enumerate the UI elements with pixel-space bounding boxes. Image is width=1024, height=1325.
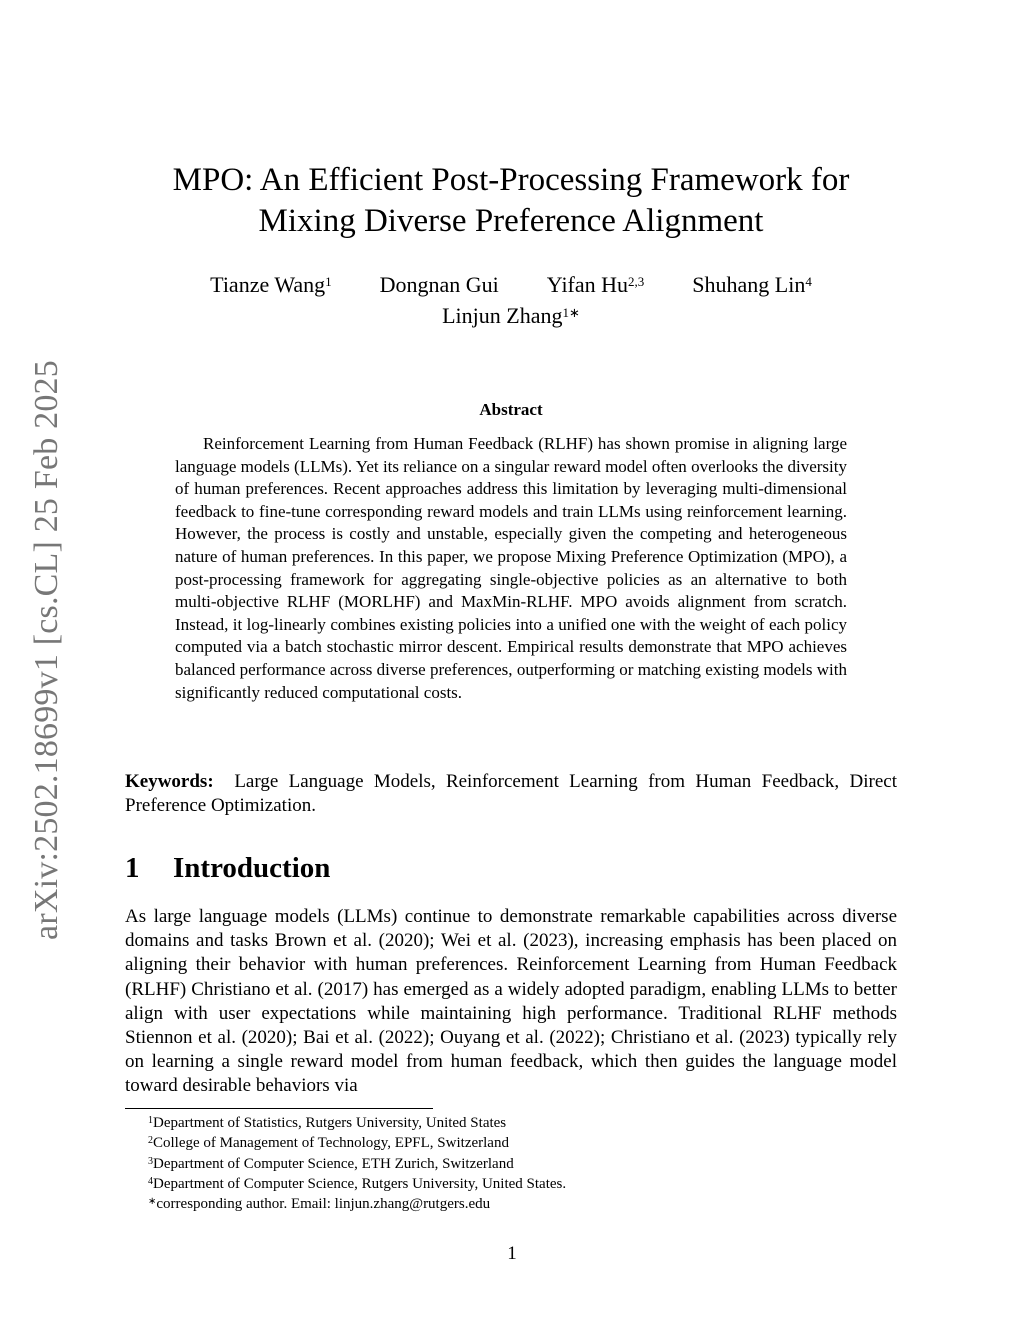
keywords [125,770,897,818]
abstract-heading: Abstract [479,400,543,419]
footnote-item [148,1133,566,1153]
author-name: Dongnan Gui [379,272,499,297]
author [442,301,580,330]
section-number: 1 [125,852,140,884]
footnote-divider [125,1108,433,1109]
section-heading-introduction [125,852,330,885]
author-name: Linjun Zhang [442,303,563,328]
author [210,270,331,299]
section-title: Introduction [173,852,331,884]
page-number: 1 [507,1243,517,1264]
author [547,270,645,299]
footnote-text: Department of Statistics, Rutgers University, United States [153,1115,507,1131]
author-affiliation-mark: 2,3 [628,274,645,289]
author-row-2 [120,301,902,330]
footnote-text: Department of Computer Science, Rutgers University, United States. [153,1175,567,1192]
author [380,270,499,299]
footnote-text: College of Management of Technology, EPFL, Switzerland [153,1135,509,1152]
footnote-mark: 1 [148,1115,153,1126]
keywords-label: Keywords: [125,771,214,792]
author-list [120,270,902,330]
footnote-item [148,1154,566,1174]
author-name: Shuhang Lin [692,272,806,297]
footnote-mark: ∗ [148,1196,157,1208]
author-name: Tianze Wang [210,272,326,297]
footnote-mark: 3 [148,1155,153,1167]
author-row-1 [120,270,902,299]
introduction-paragraph: As large language models (LLMs) continue to demonstrate remarkable capabilities across diverse domains and tasks Brown et al. (2020); Wei et al. (2023), increasing emphasis has been placed on aligning their behavior with human preferences. Reinforcement Learning from Human Feedback (RLHF) Christiano et al. (2017) has emerged as a widely adopted paradigm, enabling LLMs to better align with user expectations while maintaining high performance. Traditional RLHF methods Stiennon et al. (2020); Bai et al. (2022); Ouyang et al. (2022); Christiano et al. (2023) typically rely on learning a single reward model from human feedback, which then guides the language model toward desirable behaviors via [125,906,897,1097]
keywords-text: Large Language Models, Reinforcement Learning from Human Feedback, Direct Preference Optimization. [125,771,897,816]
author [692,270,812,299]
footnote-text: corresponding author. Email: linjun.zhang@rutgers.edu [156,1196,491,1213]
footnote-mark: 2 [148,1135,153,1147]
arxiv-identifier-stamp: arXiv:2502.18699v1 [cs.CL] 25 Feb 2025 [28,360,65,940]
footnote-list [148,1113,566,1214]
footnote-item [148,1174,566,1194]
paper-title-line-2: Mixing Diverse Preference Alignment [258,203,764,239]
author-affiliation-mark: 1 [325,274,332,289]
footnote-item [148,1194,566,1214]
author-affiliation-mark: 1∗ [562,305,580,320]
abstract-text: Reinforcement Learning from Human Feedback (RLHF) has shown promise in aligning large language models (LLMs). Yet its reliance on a singular reward model often overlooks the diversity of human preferences. Recent approaches address this limitation by leveraging multi-dimensional feedback to fine-tune corresponding reward models and train LLMs using reinforcement learning. However, the process is costly and unstable, especially given the competing and heterogeneous nature of human preferences. In this paper, we propose Mixing Preference Optimization (MPO), a post-processing framework for aggregating single-objective policies as an alternative to both multi-objective RLHF (MORLHF) and MaxMin-RLHF. MPO avoids alignment from scratch. Instead, it log-linearly combines existing policies into a unified one with the weight of each policy computed via a batch stochastic mirror descent. Empirical results demonstrate that MPO achieves balanced performance across diverse preferences, outperforming or matching existing models with significantly reduced computational costs. [175,434,847,702]
footnote-item [148,1113,566,1133]
author-name: Yifan Hu [546,272,629,297]
paper-title [120,160,902,242]
author-affiliation-mark: 4 [805,274,812,289]
paper-title-line-1: MPO: An Efficient Post-Processing Framework for [172,162,850,198]
footnote-mark: 4 [148,1175,153,1187]
footnote-text: Department of Computer Science, ETH Zurich, Switzerland [153,1155,514,1172]
